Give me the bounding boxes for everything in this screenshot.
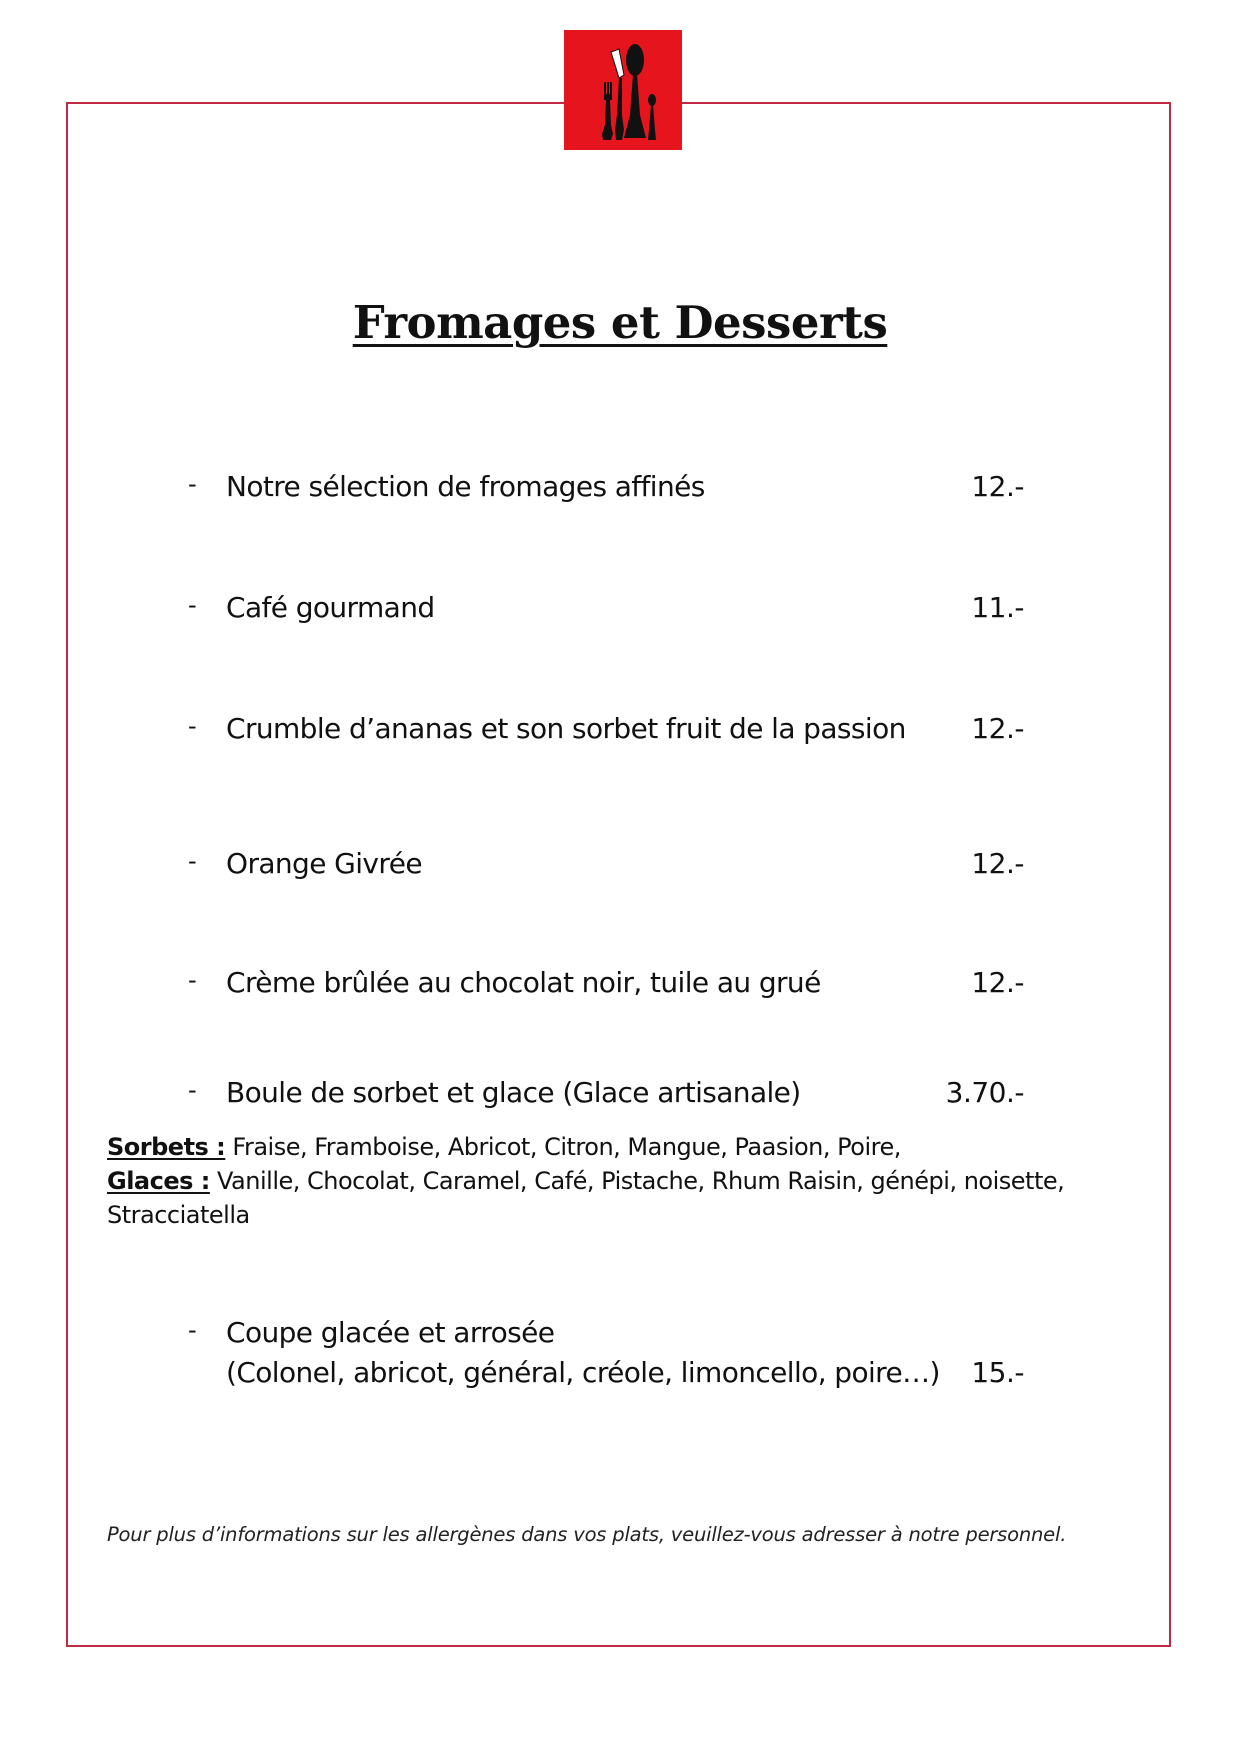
item-name: Orange Givrée	[226, 847, 422, 880]
allergen-note: Pour plus d’informations sur les allergènes dans vos plats, veuillez-vous adresser à notre personnel.	[107, 1523, 1067, 1546]
item-name: Boule de sorbet et glace (Glace artisanale)	[226, 1076, 801, 1109]
bullet: -	[188, 847, 197, 875]
sorbets-line	[107, 1130, 1067, 1164]
item-name: Café gourmand	[226, 591, 435, 624]
page-title: Fromages et Desserts	[352, 296, 888, 349]
bullet: -	[188, 712, 197, 740]
bullet: -	[188, 591, 197, 619]
menu-item	[0, 966, 1240, 1006]
menu-item	[0, 1316, 1240, 1356]
flavor-list	[107, 1130, 1067, 1232]
item-price: 11.-	[971, 591, 1024, 624]
menu-item	[0, 712, 1240, 752]
bullet: -	[188, 1316, 197, 1344]
menu-item	[0, 591, 1240, 631]
item-name: Notre sélection de fromages affinés	[226, 470, 705, 503]
item-price: 15.-	[971, 1356, 1024, 1389]
sorbets-label: Sorbets :	[107, 1133, 226, 1161]
glaces-list: Vanille, Chocolat, Caramel, Café, Pistache, Rhum Raisin, génépi, noisette,	[209, 1167, 1065, 1195]
bullet: -	[188, 966, 197, 994]
bullet: -	[188, 1076, 197, 1104]
item-subline: (Colonel, abricot, général, créole, limoncello, poire…)	[226, 1356, 940, 1389]
item-name: Crumble d’ananas et son sorbet fruit de la passion	[226, 712, 906, 745]
menu-item	[0, 1076, 1240, 1116]
bullet: -	[188, 470, 197, 498]
cutlery-icon	[564, 30, 682, 150]
item-price: 12.-	[971, 470, 1024, 503]
sorbets-list: Fraise, Framboise, Abricot, Citron, Mangue, Paasion, Poire,	[225, 1133, 901, 1161]
menu-item	[0, 847, 1240, 887]
menu-item	[0, 470, 1240, 510]
item-price: 12.-	[971, 712, 1024, 745]
item-price: 12.-	[971, 847, 1024, 880]
item-price: 12.-	[971, 966, 1024, 999]
glaces-line-cont: Stracciatella	[107, 1201, 250, 1229]
restaurant-logo	[564, 30, 682, 150]
menu-item-subline	[0, 1356, 1240, 1396]
glaces-line	[107, 1164, 1067, 1198]
item-name: Crème brûlée au chocolat noir, tuile au grué	[226, 966, 821, 999]
glaces-label: Glaces :	[107, 1167, 210, 1195]
item-name: Coupe glacée et arrosée	[226, 1316, 555, 1349]
item-price: 3.70.-	[945, 1076, 1024, 1109]
